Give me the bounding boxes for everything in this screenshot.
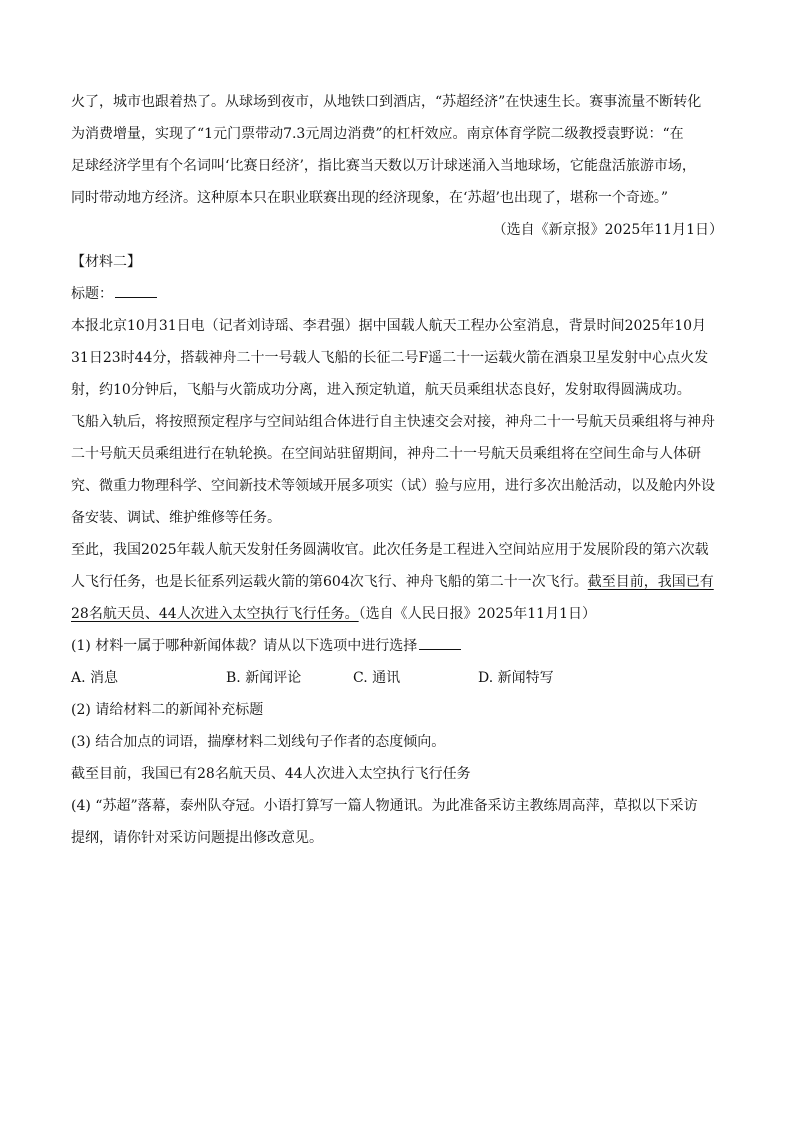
material2-p2-line-1: 飞船入轨后，将按照预定程序与空间站组合体进行自主快速交会对接，神舟二十一号航天员乘组将与神舟 [71, 414, 715, 430]
material2-p1-line-1: 本报北京10月31日电（记者刘诗瑶、李君强）据中国载人航天工程办公室消息，背景时间2025年10月 [71, 318, 707, 334]
title-label: 标题： [71, 286, 113, 302]
material2-heading: 【材料二】 [71, 254, 141, 270]
material2-p2-line-3: 究、微重力物理科学、空间新技术等领域开展多项实（试）验与应用，进行多次出舱活动，以及舱内外设 [71, 478, 715, 494]
material2-title-line [71, 278, 723, 310]
question-2: (2) 请给材料二的新闻补充标题 [71, 702, 264, 718]
material1-line-3: 足球经济学里有个名词叫‘比赛日经济’，指比赛当天数以万计球迷涌入当地球场，它能盘活旅游市场， [71, 158, 696, 174]
option-a: A. 消息 [71, 670, 119, 686]
option-b: B. 新闻评论 [226, 670, 302, 686]
question-1-options [71, 662, 723, 694]
option-d: D. 新闻特写 [478, 670, 554, 686]
answer-blank [419, 635, 461, 650]
question-4-line-2: 提纲，请你针对采访问题提出修改意见。 [71, 830, 323, 846]
question-3: (3) 结合加点的词语，揣摩材料二划线句子作者的态度倾向。 [71, 734, 446, 750]
material2-p3-line-2 [71, 566, 723, 598]
document-page [71, 86, 723, 854]
material1-line-1: 火了，城市也跟着热了。从球场到夜市，从地铁口到酒店，“苏超经济”在快速生长。赛事流量不断转化 [71, 94, 702, 110]
underlined-sentence-part-1: 截至目前，我国已有 [587, 574, 714, 590]
question-1 [71, 630, 723, 662]
underlined-sentence-part-2: 28名航天员、44人次进入太空执行飞行任务。 [71, 606, 359, 622]
question-4-line-1: (4) “苏超”落幕，泰州队夺冠。小语打算写一篇人物通讯。为此准备采访主教练周高萍，草拟以下采访 [71, 798, 698, 814]
material2-p2-line-2: 二十号航天员乘组进行在轨轮换。在空间站驻留期间，神舟二十一号航天员乘组将在空间生命与人体研 [71, 446, 701, 462]
material1-source: （选自《新京报》2025年11月1日） [492, 222, 723, 238]
question-3-quote: 截至目前，我国已有28名航天员、44人次进入太空执行飞行任务 [71, 766, 471, 782]
title-blank [115, 283, 157, 298]
question-1-text: (1) 材料一属于哪种新闻体裁？请从以下选项中进行选择 [71, 638, 418, 654]
material2-source: （选自《人民日报》2025年11月1日） [358, 606, 596, 622]
p3-plain-text: 人飞行任务，也是长征系列运载火箭的第604次飞行、神舟飞船的第二十一次飞行。 [71, 574, 588, 590]
material2-p3-line-1: 至此，我国2025年载人航天发射任务圆满收官。此次任务是工程进入空间站应用于发展阶段的第六次载 [71, 542, 709, 558]
option-c: C. 通讯 [353, 670, 401, 686]
material1-line-2: 为消费增量，实现了“1元门票带动7.3元周边消费”的杠杆效应。南京体育学院二级教授袁野说：“在 [71, 126, 684, 142]
material1-line-4: 同时带动地方经济。这种原本只在职业联赛出现的经济现象，在‘苏超’也出现了，堪称一个奇迹。” [71, 190, 669, 206]
material2-p2-line-4: 备安装、调试、维护维修等任务。 [71, 510, 281, 526]
material2-p1-line-3: 射，约10分钟后，飞船与火箭成功分离，进入预定轨道，航天员乘组状态良好，发射取得圆满成功。 [71, 382, 691, 398]
material2-p3-line-3 [71, 598, 723, 630]
material2-p1-line-2: 31日23时44分，搭载神舟二十一号载人飞船的长征二号F遥二十一运载火箭在酒泉卫星发射中心点火发 [71, 350, 709, 366]
